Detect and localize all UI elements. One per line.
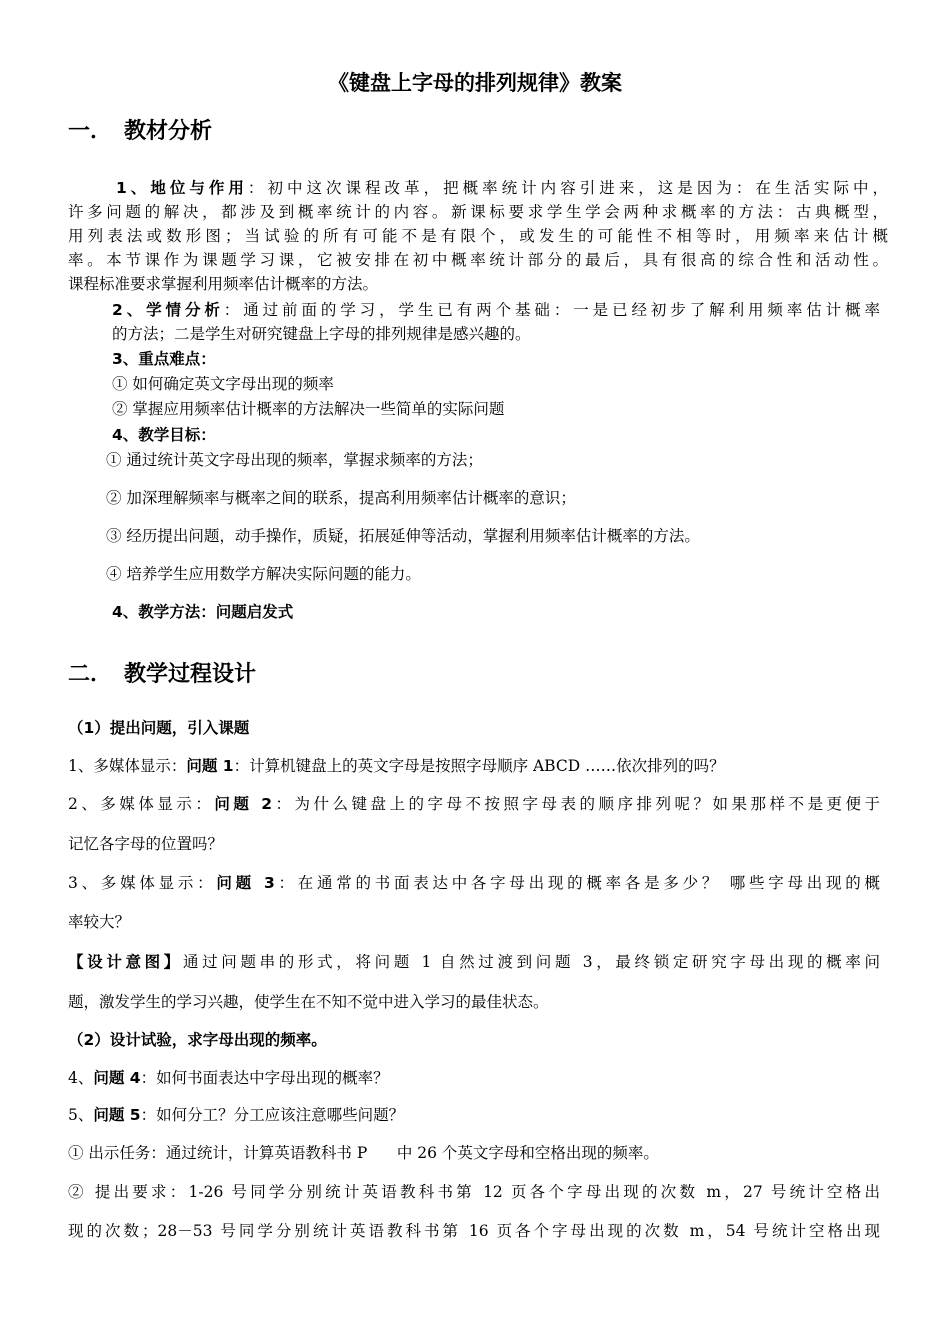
section2-heading	[68, 661, 256, 689]
q5-text: ：如何分工？分工应该注意哪些问题？	[140, 1106, 405, 1124]
q4-line	[68, 1068, 389, 1088]
p3-item1: ① 如何确定英文字母出现的频率	[112, 375, 334, 393]
p5-method: 4、教学方法：问题启发式	[112, 603, 294, 621]
q1-prefix: 1、多媒体显示：	[68, 757, 187, 775]
p4-label: 4、教学目标：	[112, 426, 216, 444]
section1-number: 一．	[68, 119, 113, 144]
task-line: ① 出示任务：通过统计，计算英语教科书 P 中 26 个英文字母和空格出现的频率。	[68, 1144, 659, 1162]
sub2-heading: （2）设计试验，求字母出现的频率。	[68, 1031, 327, 1049]
p3-label: 3、重点难点：	[112, 350, 216, 368]
section1-title: 教材分析	[124, 119, 213, 144]
q3-line2: 率较大？	[68, 913, 131, 931]
p2-label: 2、学情分析	[112, 301, 224, 319]
req-line1: ② 提出要求：1-26 号同学分别统计英语教科书第 12 页各个字母出现的次数 m，27 号统计空格出	[68, 1183, 880, 1201]
q2-prefix: 2、多媒体显示：	[68, 795, 215, 813]
q5-line	[68, 1105, 404, 1125]
q2-line2: 记忆各字母的位置吗？	[68, 835, 224, 853]
section2-number: 二．	[68, 662, 113, 687]
p2-text1: ：通过前面的学习，学生已有两个基础：一是已经初步了解利用频率估计概率	[223, 301, 880, 319]
p1-label: 1、地位与作用	[116, 179, 248, 197]
intent-label: 【设计意图】	[68, 953, 183, 971]
p1-line5: 课程标准要求掌握利用频率估计概率的方法。	[68, 275, 379, 293]
q4-prefix: 4、	[68, 1069, 94, 1087]
q2-text: ：为什么键盘上的字母不按照字母表的顺序排列呢？如果那样不是更便于	[272, 795, 880, 813]
p2-line1	[112, 300, 880, 320]
q3-prefix: 3、多媒体显示：	[68, 874, 217, 892]
intent-line1	[68, 952, 880, 972]
q1-line	[68, 756, 725, 776]
q2-line1	[68, 794, 880, 814]
sub1-heading: （1）提出问题，引入课题	[68, 719, 250, 737]
req-line2: 现的次数；28－53 号同学分别统计英语教科书第 16 页各个字母出现的次数 m，54 号统计空格出现	[68, 1222, 880, 1240]
p1-line4: 率。本节课作为课题学习课，它被安排在初中概率统计部分的最后，具有很高的综合性和活动性。	[68, 251, 888, 269]
p4-item1: ① 通过统计英文字母出现的频率，掌握求频率的方法；	[106, 451, 483, 469]
q5-label: 问题 5	[93, 1106, 141, 1124]
q4-label: 问题 4	[93, 1069, 141, 1087]
section2-title: 教学过程设计	[124, 662, 257, 687]
p1-line2: 许多问题的解决，都涉及到概率统计的内容。新课标要求学生学会两种求概率的方法：古典概型，	[68, 203, 888, 221]
p3-item2: ② 掌握应用频率估计概率的方法解决一些简单的实际问题	[112, 400, 505, 418]
p2-line2: 的方法；二是学生对研究键盘上字母的排列规律是感兴趣的。	[112, 325, 531, 343]
p4-item2: ② 加深理解频率与概率之间的联系，提高利用频率估计概率的意识；	[106, 489, 576, 507]
q1-text: ：计算机键盘上的英文字母是按照字母顺序 ABCD ……依次排列的吗？	[233, 757, 725, 775]
q3-text: ：在通常的书面表达中各字母出现的概率各是多少？ 哪些字母出现的概	[274, 874, 880, 892]
p4-item4: ④ 培养学生应用数学方解决实际问题的能力。	[106, 565, 421, 583]
q1-label: 问题 1	[186, 757, 234, 775]
q3-label: 问题 3	[216, 874, 275, 892]
p1-text1: ：初中这次课程改革，把概率统计内容引进来，这是因为：在生活实际中，	[247, 179, 888, 197]
p1-line3: 用列表法或数形图；当试验的所有可能不是有限个，或发生的可能性不相等时，用频率来估计概	[68, 227, 888, 245]
q2-label: 问题 2	[214, 795, 273, 813]
intent-text: 通过问题串的形式，将问题 1 自然过渡到问题 3，最终锁定研究字母出现的概率问	[182, 953, 880, 971]
q3-line1	[68, 873, 880, 893]
p4-item3: ③ 经历提出问题，动手操作，质疑，拓展延伸等活动，掌握利用频率估计概率的方法。	[106, 527, 700, 545]
q4-text: ：如何书面表达中字母出现的概率？	[140, 1069, 389, 1087]
intent-line2: 题，激发学生的学习兴趣，使学生在不知不觉中进入学习的最佳状态。	[68, 993, 549, 1011]
section1-heading	[68, 118, 212, 146]
q5-prefix: 5、	[68, 1106, 94, 1124]
document-title: 《键盘上字母的排列规律》教案	[328, 71, 622, 95]
p1-line1	[116, 178, 888, 198]
